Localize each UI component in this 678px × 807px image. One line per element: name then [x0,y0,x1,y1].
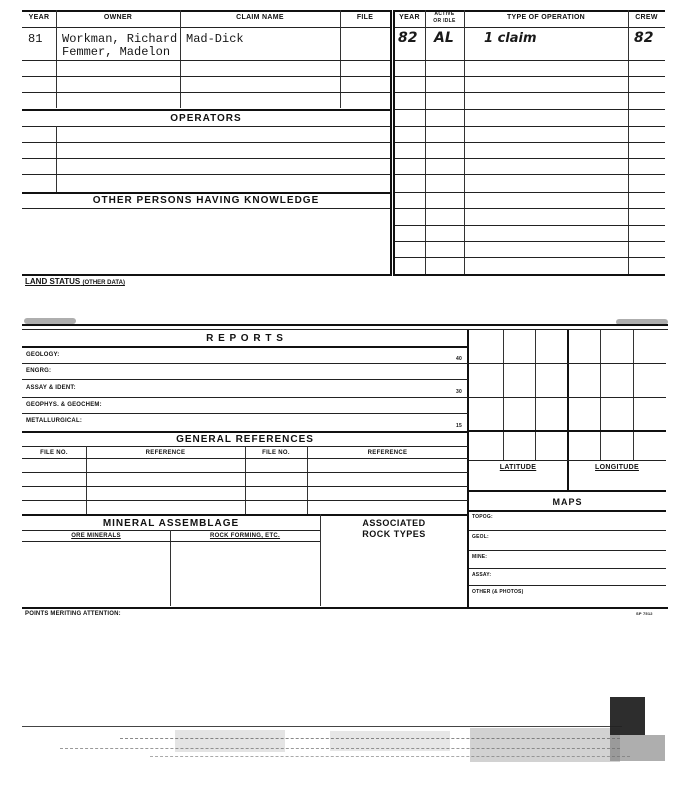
form-number: SP 7512 [636,611,653,616]
maps-mine-label: MINE: [472,554,488,560]
latitude-label: LATITUDE [499,464,537,471]
activity-row-1-active: AL [434,30,454,46]
activity-active-header-1: ACTIVE [434,11,455,17]
activity-row-1-crew: 82 [634,30,654,46]
maps-other-label: OTHER (& PHOTOS) [472,589,524,595]
ref-reference-header-1: REFERENCE [145,450,186,456]
land-status-label: LAND STATUS (OTHER DATA) [25,277,125,286]
ore-minerals-header: ORE MINERALS [71,533,121,539]
operators-label: OPERATORS [170,113,242,124]
maps-topog-label: TOPOG: [472,514,493,520]
activity-type-header: TYPE OF OPERATION [506,14,586,21]
claims-owner-header: OWNER [103,14,133,21]
associated-rock-types-2: ROCK TYPES [362,529,426,539]
activity-active-header-2: OR IDLE [433,18,456,24]
reports-title: R E P O R T S [206,333,284,344]
report-assay-label: ASSAY & IDENT: [26,385,76,391]
claims-row-1-year: 81 [28,32,43,46]
claims-row-2-owner: Femmer, Madelon [62,45,171,59]
associated-rock-types-1: ASSOCIATED [362,518,426,528]
report-engrg-label: ENGRG: [26,368,52,374]
report-geology-num: 40 [456,356,462,362]
report-assay-num: 30 [456,389,462,395]
mineral-assemblage-title: MINERAL ASSEMBLAGE [102,518,240,529]
activity-crew-header: CREW [635,14,658,21]
maps-assay-label: ASSAY: [472,572,492,578]
claims-file-header: FILE [356,14,374,21]
report-metallurgical-num: 15 [456,423,462,429]
activity-row-1-year: 82 [398,30,418,46]
claims-year-header: YEAR [28,14,50,21]
other-persons-label: OTHER PERSONS HAVING KNOWLEDGE [92,195,320,206]
activity-year-header: YEAR [399,14,420,21]
longitude-label: LONGITUDE [595,464,639,471]
maps-geol-label: GEOL: [472,534,489,540]
maps-title: MAPS [552,497,583,507]
claims-claim-name-header: CLAIM NAME [236,14,284,21]
claims-row-1-owner: Workman, Richard [62,32,178,46]
ref-reference-header-2: REFERENCE [367,450,408,456]
points-meriting-attention-label: POINTS MERITING ATTENTION: [25,611,121,617]
report-geology-label: GEOLOGY: [26,352,60,358]
ref-file-no-header-2: FILE NO. [262,450,290,456]
ref-file-no-header-1: FILE NO. [40,450,68,456]
rock-forming-header: ROCK FORMING, ETC. [209,533,281,539]
report-geophys-label: GEOPHYS. & GEOCHEM: [26,402,102,408]
general-references-title: GENERAL REFERENCES [176,434,314,445]
report-metallurgical-label: METALLURGICAL: [26,418,83,424]
activity-row-1-type: 1 claim [484,31,537,46]
claims-row-1-claim-name: Mad-Dick [186,32,244,46]
